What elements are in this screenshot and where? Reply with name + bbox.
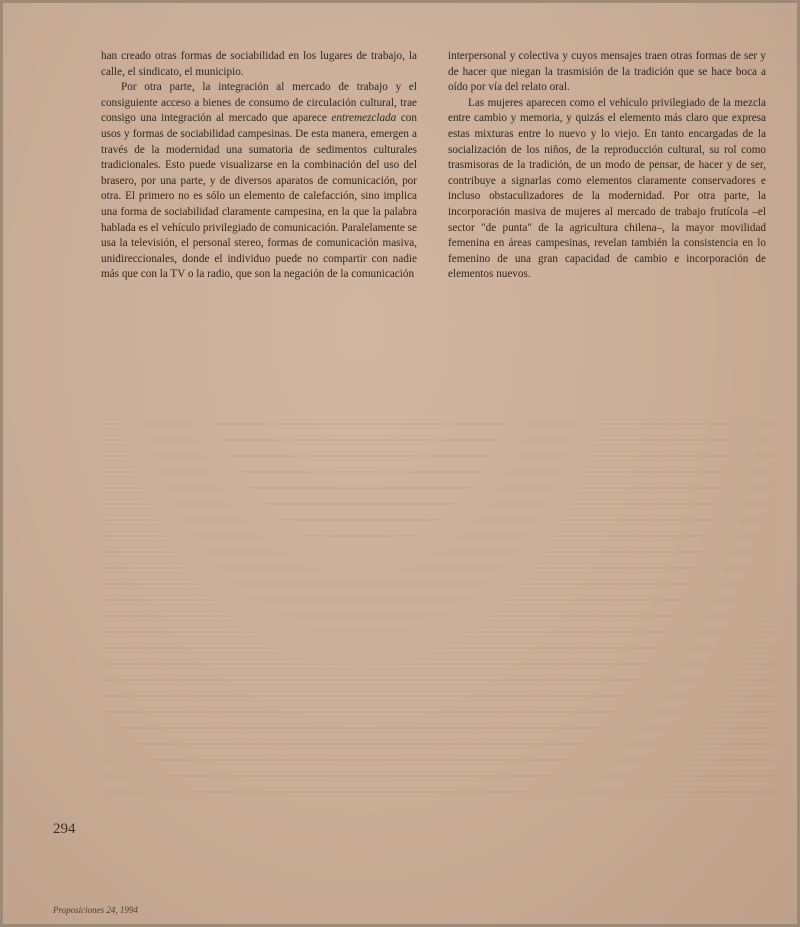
paragraph-left-2-part-a: Por otra parte, la integración al mercado de trabajo y el consiguiente acceso a bienes de consumo de circulación cultural, trae consigo una integración al mercado que aparece xyxy=(101,81,417,125)
document-page xyxy=(3,3,797,924)
journal-footer: Proposiciones 24, 1994 xyxy=(53,905,138,915)
paragraph-left-2-part-b: con usos y formas de sociabilidad campesinas. De esta manera, emergen a través de la modernidad una sumatoria de sedimentos culturales tradicionales. Esto puede visualizarse en la combinación del uso del brasero, por una parte, y de diversos aparatos de comunicación, por otra. El primero no es sólo un elemento de calefacción, sino implica una forma de sociabilidad claramente campesina, en la que la palabra hablada es el vehículo privilegiado de comunicación. Paralelamente se usa la televisión, el personal stereo, formas de comunicación masiva, unidireccionales, donde el individuo puede no compartir con nadie más que con la TV o la radio, que son la negación de la comunicación xyxy=(101,112,417,281)
text-column-left xyxy=(101,49,417,283)
paragraph-right-1: interpersonal y colectiva y cuyos mensajes traen otras formas de ser y de hacer que niegan la trasmisión de la tradición que se hace boca a oído por vía del relato oral. xyxy=(448,50,766,94)
text-column-right xyxy=(448,49,766,283)
paragraph-left-2-emphasis: entremezclada xyxy=(331,112,397,125)
paragraph-left-2 xyxy=(101,80,417,283)
paragraph-left-1: han creado otras formas de sociabilidad en los lugares de trabajo, la calle, el sindicato, el municipio. xyxy=(101,50,417,78)
page-number: 294 xyxy=(53,821,76,837)
paragraph-right-2: Las mujeres aparecen como el vehículo privilegiado de la mezcla entre cambio y memoria, y quizás el elemento más claro que expresa estas mixturas entre lo nuevo y lo viejo. En tanto encargadas de la socialización de los niños, de la reproducción cultural, su rol como trasmisoras de la tradición, de un modo de pensar, de hacer y de ser, contribuye a signarlas como elementos claramente conservadores e incluso obstaculizadores de la modernidad. Por otra parte, la incorporación masiva de mujeres al mercado de trabajo frutícola –el sector "de punta" de la agricultura chilena–, la mayor movilidad femenina en áreas campesinas, revelan también la consistencia en lo femenino de una gran capacidad de cambio e incorporación de elementos nuevos. xyxy=(448,96,766,281)
show-through-texture xyxy=(103,423,773,803)
